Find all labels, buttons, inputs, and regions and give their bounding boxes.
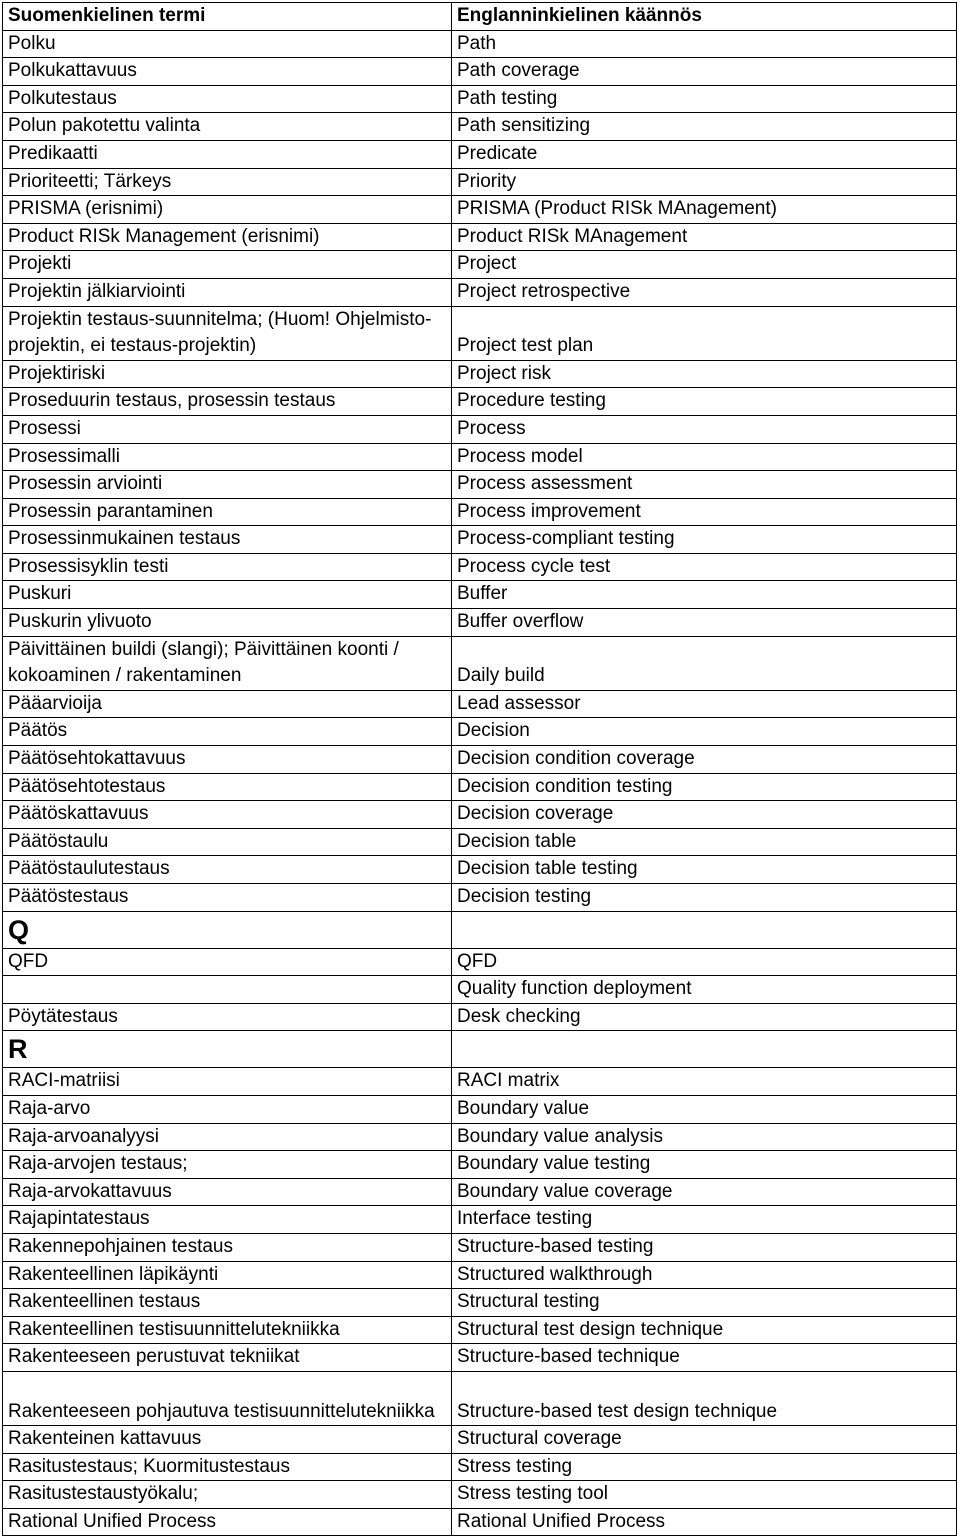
table-row bbox=[3, 1068, 957, 1096]
english-term: Project retrospective bbox=[452, 278, 957, 306]
finnish-term: Polun pakotettu valinta bbox=[3, 113, 452, 141]
section-letter-q: Q bbox=[3, 911, 452, 948]
table-row bbox=[3, 140, 957, 168]
finnish-term: Prosessimalli bbox=[3, 443, 452, 471]
table-row bbox=[3, 85, 957, 113]
finnish-term: Rakenteeseen perustuvat tekniikat bbox=[3, 1344, 452, 1372]
table-row bbox=[3, 581, 957, 609]
table-row bbox=[3, 690, 957, 718]
table-row bbox=[3, 526, 957, 554]
english-term: Process improvement bbox=[452, 498, 957, 526]
table-row bbox=[3, 1233, 957, 1261]
finnish-term: Projektiriski bbox=[3, 360, 452, 388]
english-term: Path testing bbox=[452, 85, 957, 113]
table-row bbox=[3, 278, 957, 306]
table-row bbox=[3, 306, 957, 360]
table-row bbox=[3, 168, 957, 196]
english-term: Decision coverage bbox=[452, 801, 957, 829]
finnish-term: Polkutestaus bbox=[3, 85, 452, 113]
finnish-term: Päätösehtokattavuus bbox=[3, 746, 452, 774]
finnish-term: Rakennepohjainen testaus bbox=[3, 1233, 452, 1261]
english-term: Project risk bbox=[452, 360, 957, 388]
table-row bbox=[3, 30, 957, 58]
finnish-term bbox=[3, 976, 452, 1004]
finnish-term: Päätöstaulu bbox=[3, 828, 452, 856]
section-letter-empty bbox=[452, 1031, 957, 1068]
finnish-term: Proseduurin testaus, prosessin testaus bbox=[3, 388, 452, 416]
english-term: Boundary value testing bbox=[452, 1151, 957, 1179]
finnish-term: Prosessin parantaminen bbox=[3, 498, 452, 526]
finnish-term: Pääarvioija bbox=[3, 690, 452, 718]
finnish-term: Prosessi bbox=[3, 415, 452, 443]
glossary-table bbox=[2, 2, 957, 1536]
finnish-term: Rakenteellinen läpikäynti bbox=[3, 1261, 452, 1289]
finnish-term: Rasitustestaustyökalu; bbox=[3, 1481, 452, 1509]
finnish-term: Rakenteinen kattavuus bbox=[3, 1426, 452, 1454]
english-term: Decision condition coverage bbox=[452, 746, 957, 774]
english-term: Project test plan bbox=[452, 306, 957, 360]
finnish-term: Päätöstaulutestaus bbox=[3, 856, 452, 884]
table-row bbox=[3, 360, 957, 388]
finnish-term: Prosessin arviointi bbox=[3, 471, 452, 499]
finnish-term: Päätöstestaus bbox=[3, 884, 452, 912]
table-row bbox=[3, 801, 957, 829]
table-row bbox=[3, 1095, 957, 1123]
section-row-r bbox=[3, 1031, 957, 1068]
finnish-term: Puskurin ylivuoto bbox=[3, 609, 452, 637]
glossary-body bbox=[3, 3, 957, 1536]
english-term: Stress testing bbox=[452, 1453, 957, 1481]
english-term: Product RISk MAnagement bbox=[452, 223, 957, 251]
table-row bbox=[3, 1261, 957, 1289]
table-row bbox=[3, 1481, 957, 1509]
table-row bbox=[3, 948, 957, 976]
table-row bbox=[3, 251, 957, 279]
english-term: Boundary value bbox=[452, 1095, 957, 1123]
finnish-term: Päätös bbox=[3, 718, 452, 746]
table-row bbox=[3, 1344, 957, 1372]
finnish-term: Puskuri bbox=[3, 581, 452, 609]
table-row bbox=[3, 609, 957, 637]
finnish-term: Polkukattavuus bbox=[3, 58, 452, 86]
table-row bbox=[3, 113, 957, 141]
english-term: Structure-based test design technique bbox=[452, 1371, 957, 1425]
finnish-term: Prioriteetti; Tärkeys bbox=[3, 168, 452, 196]
english-term: Structure-based testing bbox=[452, 1233, 957, 1261]
english-term: Quality function deployment bbox=[452, 976, 957, 1004]
finnish-term: Rakenteellinen testisuunnittelutekniikka bbox=[3, 1316, 452, 1344]
table-row bbox=[3, 718, 957, 746]
english-term: RACI matrix bbox=[452, 1068, 957, 1096]
finnish-term: Päivittäinen buildi (slangi); Päivittäinen koonti / kokoaminen / rakentaminen bbox=[3, 636, 452, 690]
english-term: Buffer overflow bbox=[452, 609, 957, 637]
finnish-term: Projektin testaus-suunnitelma; (Huom! Ohjelmisto-projektin, ei testaus-projektin) bbox=[3, 306, 452, 360]
finnish-term: Raja-arvoanalyysi bbox=[3, 1123, 452, 1151]
english-term: Interface testing bbox=[452, 1206, 957, 1234]
table-row bbox=[3, 1426, 957, 1454]
table-row bbox=[3, 443, 957, 471]
english-term: Boundary value analysis bbox=[452, 1123, 957, 1151]
table-row bbox=[3, 415, 957, 443]
header-english-translation: Englanninkielinen käännös bbox=[452, 3, 957, 31]
section-row-q bbox=[3, 911, 957, 948]
english-term: Decision condition testing bbox=[452, 773, 957, 801]
table-row bbox=[3, 553, 957, 581]
header-row bbox=[3, 3, 957, 31]
table-row bbox=[3, 746, 957, 774]
header-finnish-term: Suomenkielinen termi bbox=[3, 3, 452, 31]
table-row bbox=[3, 58, 957, 86]
finnish-term: RACI-matriisi bbox=[3, 1068, 452, 1096]
finnish-term: Rakenteeseen pohjautuva testisuunnittelutekniikka bbox=[3, 1371, 452, 1425]
finnish-term: Päätöskattavuus bbox=[3, 801, 452, 829]
table-row bbox=[3, 1151, 957, 1179]
english-term: Structure-based technique bbox=[452, 1344, 957, 1372]
table-row bbox=[3, 1178, 957, 1206]
english-term: Structural coverage bbox=[452, 1426, 957, 1454]
table-row bbox=[3, 1003, 957, 1031]
finnish-term: Pöytätestaus bbox=[3, 1003, 452, 1031]
table-row bbox=[3, 1371, 957, 1425]
table-row bbox=[3, 828, 957, 856]
table-row bbox=[3, 1453, 957, 1481]
finnish-term: Predikaatti bbox=[3, 140, 452, 168]
table-row bbox=[3, 636, 957, 690]
english-term: Process cycle test bbox=[452, 553, 957, 581]
english-term: Process assessment bbox=[452, 471, 957, 499]
english-term: Decision bbox=[452, 718, 957, 746]
table-row bbox=[3, 1508, 957, 1536]
finnish-term: QFD bbox=[3, 948, 452, 976]
english-term: Predicate bbox=[452, 140, 957, 168]
table-row bbox=[3, 773, 957, 801]
finnish-term: Rasitustestaus; Kuormitustestaus bbox=[3, 1453, 452, 1481]
english-term: Structured walkthrough bbox=[452, 1261, 957, 1289]
english-term: Buffer bbox=[452, 581, 957, 609]
english-term: Path coverage bbox=[452, 58, 957, 86]
english-term: Process-compliant testing bbox=[452, 526, 957, 554]
english-term: Decision table testing bbox=[452, 856, 957, 884]
finnish-term: Prosessisyklin testi bbox=[3, 553, 452, 581]
table-row bbox=[3, 1206, 957, 1234]
finnish-term: Prosessinmukainen testaus bbox=[3, 526, 452, 554]
table-row bbox=[3, 976, 957, 1004]
finnish-term: Projektin jälkiarviointi bbox=[3, 278, 452, 306]
section-letter-empty bbox=[452, 911, 957, 948]
finnish-term: Raja-arvo bbox=[3, 1095, 452, 1123]
english-term: Path sensitizing bbox=[452, 113, 957, 141]
table-row bbox=[3, 223, 957, 251]
english-term: Decision testing bbox=[452, 884, 957, 912]
finnish-term: Rational Unified Process bbox=[3, 1508, 452, 1536]
english-term: Lead assessor bbox=[452, 690, 957, 718]
finnish-term: PRISMA (erisnimi) bbox=[3, 196, 452, 224]
finnish-term: Raja-arvokattavuus bbox=[3, 1178, 452, 1206]
table-row bbox=[3, 884, 957, 912]
table-row bbox=[3, 1123, 957, 1151]
finnish-term: Päätösehtotestaus bbox=[3, 773, 452, 801]
english-term: Process bbox=[452, 415, 957, 443]
finnish-term: Polku bbox=[3, 30, 452, 58]
table-row bbox=[3, 471, 957, 499]
english-term: Structural testing bbox=[452, 1289, 957, 1317]
section-letter-r: R bbox=[3, 1031, 452, 1068]
english-term: Process model bbox=[452, 443, 957, 471]
english-term: Daily build bbox=[452, 636, 957, 690]
english-term: Priority bbox=[452, 168, 957, 196]
table-row bbox=[3, 388, 957, 416]
english-term: Procedure testing bbox=[452, 388, 957, 416]
table-row bbox=[3, 1316, 957, 1344]
english-term: Stress testing tool bbox=[452, 1481, 957, 1509]
finnish-term: Projekti bbox=[3, 251, 452, 279]
english-term: Boundary value coverage bbox=[452, 1178, 957, 1206]
finnish-term: Rajapintatestaus bbox=[3, 1206, 452, 1234]
english-term: Desk checking bbox=[452, 1003, 957, 1031]
english-term: Rational Unified Process bbox=[452, 1508, 957, 1536]
table-row bbox=[3, 196, 957, 224]
english-term: Path bbox=[452, 30, 957, 58]
english-term: Structural test design technique bbox=[452, 1316, 957, 1344]
table-row bbox=[3, 498, 957, 526]
english-term: QFD bbox=[452, 948, 957, 976]
table-row bbox=[3, 856, 957, 884]
finnish-term: Product RISk Management (erisnimi) bbox=[3, 223, 452, 251]
english-term: Project bbox=[452, 251, 957, 279]
finnish-term: Raja-arvojen testaus; bbox=[3, 1151, 452, 1179]
english-term: Decision table bbox=[452, 828, 957, 856]
finnish-term: Rakenteellinen testaus bbox=[3, 1289, 452, 1317]
english-term: PRISMA (Product RISk MAnagement) bbox=[452, 196, 957, 224]
table-row bbox=[3, 1289, 957, 1317]
